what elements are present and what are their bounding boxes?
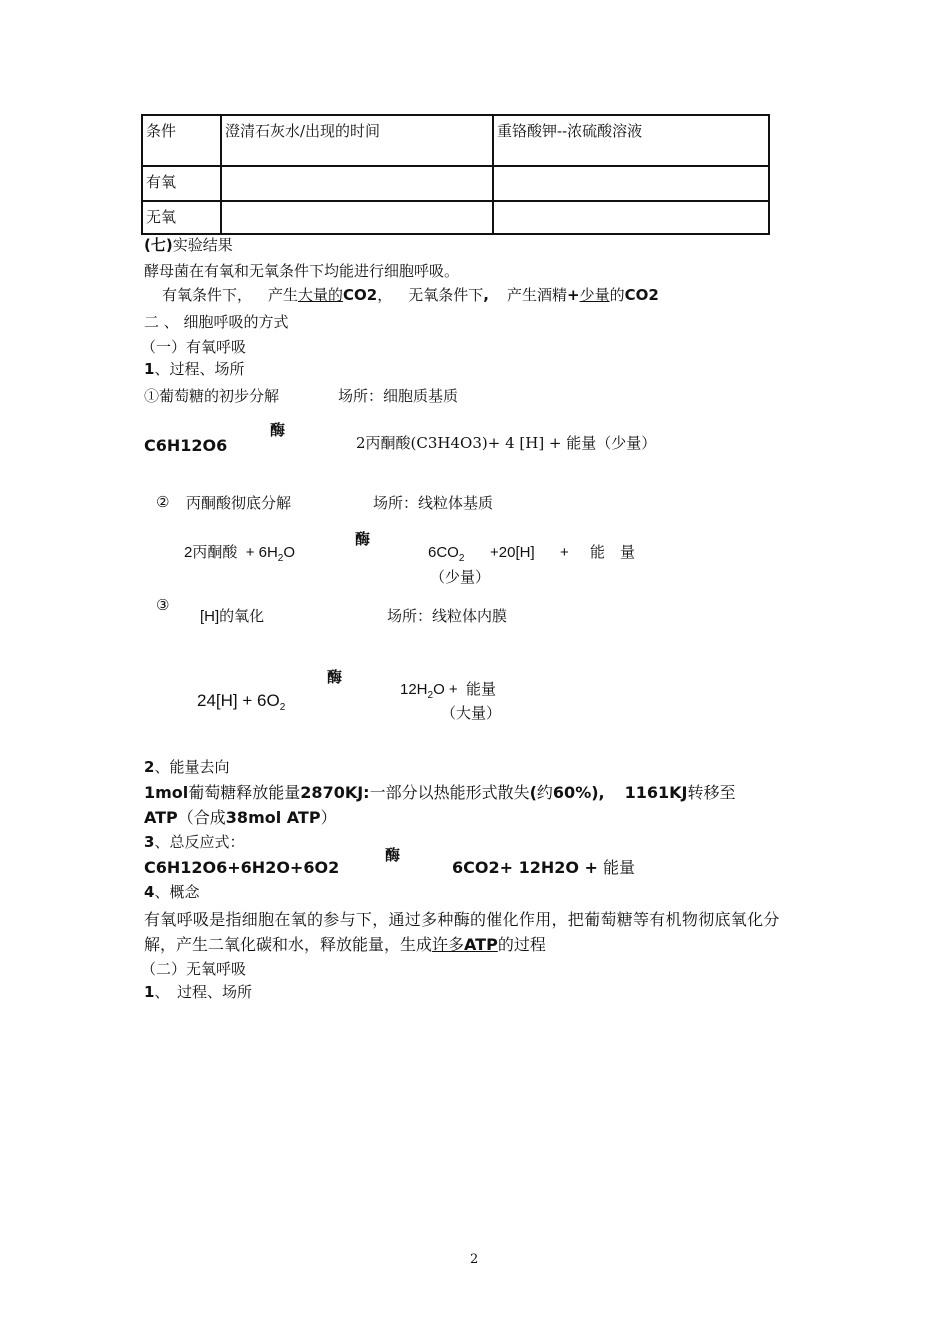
item4-heading bbox=[144, 885, 199, 900]
text-fragment: 能量 bbox=[603, 858, 636, 877]
step2-h: +20[H] bbox=[490, 544, 535, 561]
step1-product bbox=[356, 436, 656, 451]
concept-line1: 有氧呼吸是指细胞在氧的参与下，通过多种酶的催化作用，把葡萄糖等有机物彻底氧化分 bbox=[144, 910, 780, 929]
item3-reactant: C6H12O6+6H2O+6O2 bbox=[144, 858, 340, 877]
item-text: 、概念 bbox=[154, 883, 200, 901]
text-fragment: ( bbox=[529, 783, 537, 802]
item-text: 、总反应式： bbox=[154, 833, 245, 851]
underlined-text: 大量的 bbox=[298, 286, 344, 304]
table-cell: 无氧 bbox=[142, 201, 221, 234]
text-fragment: 6CO2+ 12H2O + bbox=[452, 858, 598, 877]
enzyme-label: 酶 bbox=[385, 846, 401, 864]
subscript: 2 bbox=[427, 690, 434, 701]
page-number: 2 bbox=[470, 1252, 479, 1267]
text-fragment: 2丙酮酸 bbox=[184, 544, 238, 561]
text-fragment: + 6H bbox=[245, 544, 278, 561]
section7-heading bbox=[144, 238, 233, 253]
table-header-cell: 澄清石灰水/出现的时间 bbox=[221, 115, 493, 166]
sub-heading-anaerobic: （二）无氧呼吸 bbox=[141, 960, 247, 978]
text-fragment: 无氧条件下 bbox=[408, 286, 484, 304]
step2-plus: + bbox=[560, 544, 569, 561]
item-number: 2 bbox=[144, 758, 155, 776]
text-fragment: 能量（少量） bbox=[566, 435, 657, 452]
text-fragment: 有氧条件下， bbox=[162, 286, 253, 304]
item2-heading bbox=[144, 760, 229, 775]
text-fragment: 能量 bbox=[466, 681, 497, 698]
enzyme-label: 酶 bbox=[327, 668, 343, 686]
step3-label: [H]的氧化 bbox=[200, 608, 265, 625]
item5-heading bbox=[144, 985, 252, 1000]
table-cell: 有氧 bbox=[142, 166, 221, 201]
enzyme-label: 酶 bbox=[270, 421, 286, 439]
experiment-table bbox=[141, 114, 770, 235]
step2-reactant bbox=[184, 544, 296, 564]
item-number: 1 bbox=[144, 360, 155, 378]
enzyme-label: 酶 bbox=[355, 530, 371, 548]
step3-place: 场所：线粒体内膜 bbox=[387, 608, 508, 625]
text-fragment: 产生酒精 bbox=[506, 286, 567, 304]
table-row bbox=[142, 166, 769, 201]
text-fragment: 2丙酮酸(C3H4O3)+ 4 [H] + bbox=[356, 434, 562, 452]
item3-product bbox=[452, 860, 635, 876]
step1-label: ①葡萄糖的初步分解 bbox=[144, 387, 280, 405]
step1-reactant: C6H12O6 bbox=[144, 436, 228, 455]
text-fragment: ） bbox=[320, 808, 337, 827]
text-fragment: 6CO bbox=[428, 544, 459, 561]
step2-energy: 能 量 bbox=[590, 544, 636, 561]
item-text: 、过程、场所 bbox=[154, 360, 245, 378]
subscript: 2 bbox=[458, 553, 465, 564]
underlined-text: 许多 bbox=[432, 935, 465, 954]
text-fragment: 解，产生二氧化碳和水，释放能量，生成 bbox=[144, 935, 433, 954]
item-number: 1 bbox=[144, 983, 155, 1001]
text-fragment: ATP bbox=[144, 808, 178, 827]
step3-note: （大量） bbox=[441, 705, 502, 722]
underlined-text: ATP bbox=[464, 935, 498, 954]
text-fragment: 的过程 bbox=[497, 935, 546, 954]
text-fragment: 1mol bbox=[144, 783, 189, 802]
step1-place: 场所：细胞质基质 bbox=[338, 387, 459, 405]
text-fragment: 38mol ATP bbox=[225, 808, 321, 827]
table-header-row bbox=[142, 115, 769, 166]
section-number: (七) bbox=[144, 236, 173, 254]
table-header-cell: 重铬酸钾--浓硫酸溶液 bbox=[493, 115, 769, 166]
step3-product bbox=[400, 681, 497, 701]
part2-heading: 二 、 细胞呼吸的方式 bbox=[144, 313, 289, 331]
text-fragment: 的 bbox=[609, 286, 625, 304]
section-title: 实验结果 bbox=[172, 236, 233, 254]
text-fragment: 12H bbox=[400, 681, 428, 698]
text-fragment: 约 bbox=[536, 783, 553, 802]
text-fragment: 1161KJ bbox=[624, 783, 688, 802]
text-fragment: CO2 bbox=[624, 286, 659, 304]
text-fragment: + bbox=[567, 286, 580, 304]
item-number: 4 bbox=[144, 883, 155, 901]
text-fragment: 24[H] + 6O bbox=[197, 691, 280, 710]
text-fragment: O bbox=[283, 544, 296, 561]
step2-place: 场所：线粒体基质 bbox=[373, 495, 494, 512]
concept-line2 bbox=[144, 937, 546, 953]
text-fragment: 一部分以热能形式散失 bbox=[369, 783, 530, 802]
table-cell bbox=[493, 201, 769, 234]
text-fragment: O + bbox=[433, 681, 458, 698]
table-header-cell: 条件 bbox=[142, 115, 221, 166]
text-fragment: 产生 bbox=[268, 286, 299, 304]
item2-line2 bbox=[144, 810, 337, 826]
text-fragment: 转移至 bbox=[687, 783, 736, 802]
item-text: 、 过程、场所 bbox=[154, 983, 252, 1001]
table-cell bbox=[221, 166, 493, 201]
text-fragment: 2870KJ: bbox=[300, 783, 370, 802]
sub-heading-aerobic: （一）有氧呼吸 bbox=[141, 338, 247, 356]
text-fragment: ， bbox=[377, 286, 393, 304]
step2-mark: ② bbox=[156, 494, 170, 511]
item2-line1 bbox=[144, 785, 736, 801]
section7-line1: 酵母菌在有氧和无氧条件下均能进行细胞呼吸。 bbox=[144, 262, 460, 280]
subscript: 2 bbox=[279, 702, 286, 713]
step3-mark: ③ bbox=[156, 597, 170, 614]
table-cell bbox=[493, 166, 769, 201]
text-fragment: , bbox=[483, 286, 489, 304]
table-row bbox=[142, 201, 769, 234]
item-number: 3 bbox=[144, 833, 155, 851]
item-text: 、能量去向 bbox=[154, 758, 230, 776]
item1-heading bbox=[144, 362, 244, 377]
step2-label: 丙酮酸彻底分解 bbox=[186, 495, 292, 512]
step2-product bbox=[428, 544, 465, 564]
step3-reactant bbox=[197, 691, 286, 713]
text-fragment: （合成 bbox=[177, 808, 226, 827]
text-fragment: 葡萄糖释放能量 bbox=[188, 783, 301, 802]
subscript: 2 bbox=[277, 553, 284, 564]
text-fragment: 60%), bbox=[552, 783, 605, 802]
section7-line2 bbox=[162, 288, 659, 303]
underlined-text: 少量 bbox=[579, 286, 610, 304]
text-fragment: CO2 bbox=[343, 286, 378, 304]
table-cell bbox=[221, 201, 493, 234]
step2-note: （少量） bbox=[430, 569, 491, 586]
item3-heading bbox=[144, 835, 244, 850]
